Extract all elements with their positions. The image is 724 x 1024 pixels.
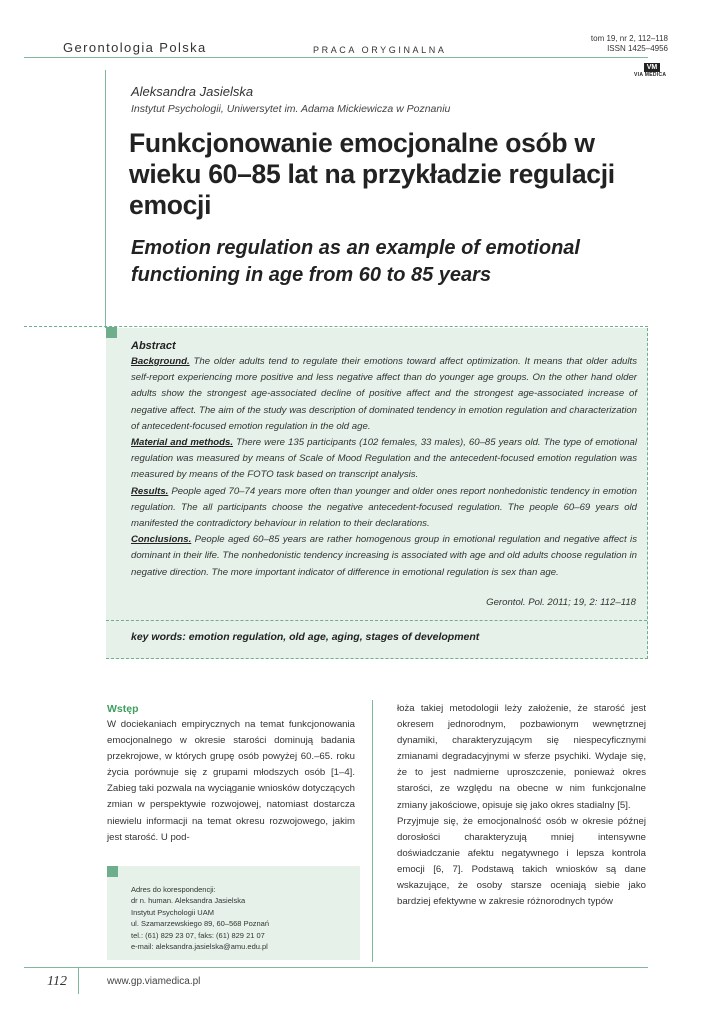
body-paragraph: łoża takiej metodologii leży założenie, że starość jest okresem jednorodnym, pozbawionym wewnętrznej dynamiki, charakteryzującym się niespecyficznymi zmianami degradacyjnymi w sferze psychiki. Wydaje się, że to jest nadmierne uproszczenie, ponieważ okres starości, ze względu na obecne w nim funkcjonalne zmiany jakościowe, opisuje się jako okres stadialny [5]. — [397, 703, 646, 811]
conclusions-label: Conclusions. — [131, 534, 192, 546]
abstract-corner-marker — [106, 327, 117, 338]
article-title-english: Emotion regulation as an example of emotional functioning in age from 60 to 85 years — [131, 237, 580, 286]
journal-name: Gerontologia Polska — [63, 40, 207, 55]
volume-info — [591, 34, 668, 54]
issn: ISSN 1425–4956 — [607, 44, 668, 53]
correspondence-street: ul. Szamarzewskiego 89, 60–568 Poznań — [131, 919, 270, 929]
footer-divider — [78, 968, 79, 994]
body-column-right — [397, 701, 646, 910]
publisher-logo-mark: VM — [644, 63, 660, 72]
article-title-polish: Funkcjonowanie emocjonalne osób w wieku 60–85 lat na przykładzie regulacji emocji — [129, 128, 615, 220]
background-text: The older adults tend to regulate their emotions toward affect optimization. It means that older adults self-report experiencing more positive and less negative affect than do younger age groups. On the other hand older adults show the strongest age-associated decline of positive affect and the strongest age-associated increase of negative affect. The aim of the study was description of dominated tendency in emotion regulation and characterization of antecedent-focused emotion regulation in the old age. — [131, 356, 637, 432]
website-link[interactable]: www.gp.viamedica.pl — [107, 976, 201, 987]
footer-rule — [24, 967, 648, 968]
keywords: key words: emotion regulation, old age, aging, stages of development — [131, 631, 480, 643]
abstract-text — [131, 354, 637, 581]
correspondence-email[interactable]: e-mail: aleksandra.jasielska@amu.edu.pl — [131, 942, 268, 952]
left-margin-rule — [105, 70, 106, 328]
author-name: Aleksandra Jasielska — [131, 84, 254, 99]
correspondence-corner-marker — [107, 866, 118, 877]
publisher-logo — [634, 63, 670, 78]
correspondence-institute: Instytut Psychologii UAM — [131, 907, 214, 917]
page-number: 112 — [47, 974, 67, 989]
publisher-logo-text: VIA MEDICA — [634, 72, 667, 78]
body-column-left: W dociekaniach empirycznych na temat funkcjonowania emocjonalnego w okresie starości dominują badania przekrojowe, w których grupę osób powyżej 60.–65. roku życia porównuje się z grupami młodszych osób [1–4]. Zabieg taki pozwala na wyciąganie wniosków dotyczących zmian w perspektywie rozwojowej, natomiast dostarcza niewielu informacji na temat okresu rozwojowego, jakim jest starość. U pod- — [107, 719, 355, 843]
column-divider — [372, 700, 373, 962]
results-label: Results. — [131, 485, 169, 497]
citation: Gerontol. Pol. 2011; 19, 2: 112–118 — [486, 597, 636, 608]
abstract-top-dashed-rule — [24, 326, 648, 327]
background-label: Background. — [131, 356, 190, 367]
volume-number: tom 19, nr 2, 112–118 — [590, 34, 668, 43]
methods-label: Material and methods. — [131, 437, 234, 449]
keywords-dashed-rule — [106, 620, 647, 621]
results-text: People aged 70–74 years more often than younger and older ones report nonhedonistic tendency in emotion regulation. The all participants choose the negative antecedent-focused regulation. The people 60–69 years old manifested the contradictory behaviour in relation to their declarations. — [131, 485, 637, 530]
methods-text: There were 135 participants (102 females, 33 males), 60–85 years old. The type of emotional regulation was measured by means of Scale of Mood Regulation and the antecedent-focused emotion regulation was measured by means of the FOTO task based on transcript analysis. — [131, 437, 638, 481]
article-type: PRACA ORYGINALNA — [313, 45, 447, 55]
conclusions-text: People aged 60–85 years are rather homogenous group in emotional regulation and negative affect is dominant in their life. The nonhedonistic tendency increasing is associated with age and old adults choose regulation in negative direction. The more important indicator of difference in emotional regulation is sex than age. — [131, 534, 637, 578]
body-paragraph: Przyjmuje się, że emocjonalność osób w okresie późnej dorosłości charakteryzują mniej intensywne doświadczanie afektu negatywnego i lepsza kontrola emocji [6, 7]. Podstawą takich wniosków są dane wskazujące, że osoby starsze oceniają siebie jako bardziej efektywne w zakresie różnorodnych typów — [397, 815, 646, 908]
abstract-heading: Abstract — [131, 340, 176, 352]
correspondence-name: dr n. human. Aleksandra Jasielska — [131, 896, 246, 906]
correspondence-phone: tel.: (61) 829 23 07, faks: (61) 829 21 07 — [131, 930, 265, 940]
correspondence-heading: Adres do korespondencji: — [131, 885, 216, 894]
section-heading: Wstęp — [107, 703, 139, 715]
header-rule — [24, 57, 648, 58]
correspondence-address — [131, 884, 269, 952]
author-affiliation: Instytut Psychologii, Uniwersytet im. Adama Mickiewicza w Poznaniu — [131, 103, 451, 115]
